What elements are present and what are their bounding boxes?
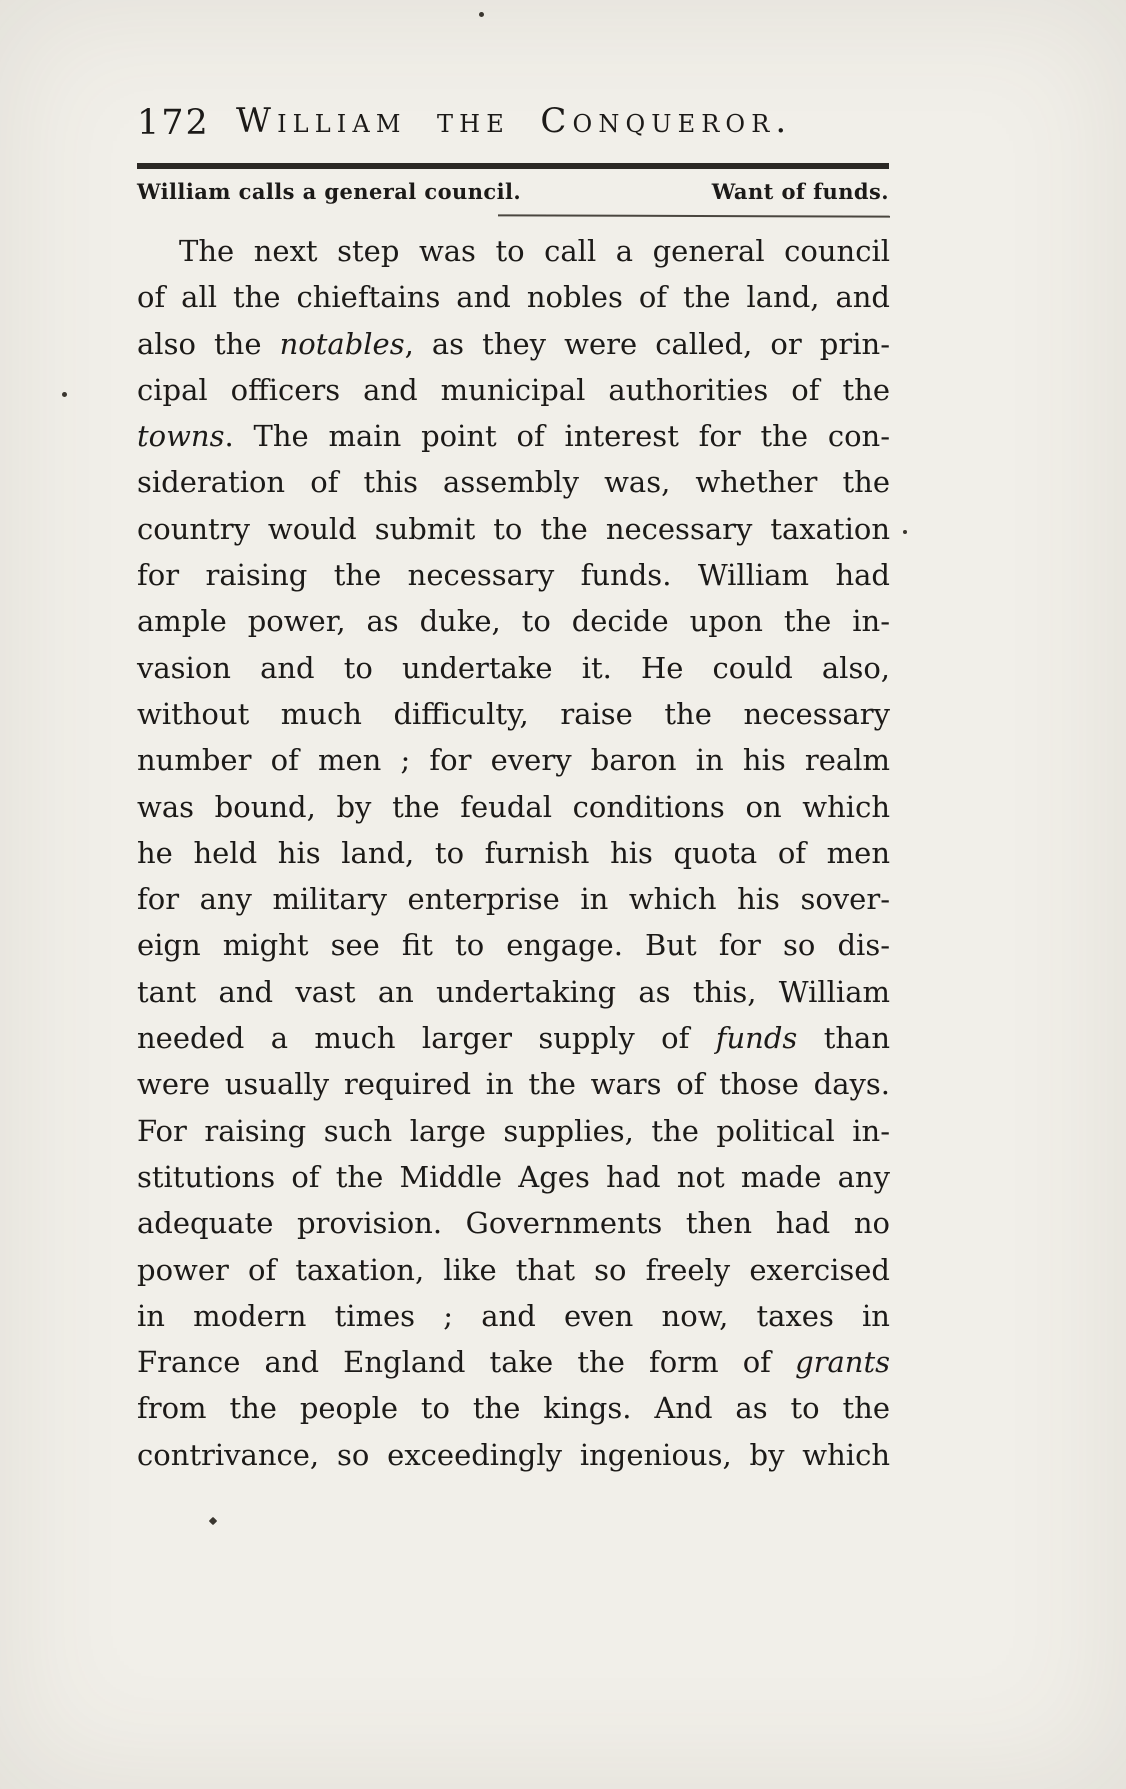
scan-artifact (479, 12, 484, 17)
scan-artifact (903, 530, 907, 534)
text-line: he held his land, to furnish his quota of men (137, 835, 890, 870)
double-rule (137, 163, 889, 169)
page-title: William the Conqueror. (236, 101, 793, 141)
text-line: without much difficulty, raise the necessary (137, 696, 890, 731)
page-number: 172 (137, 103, 210, 143)
text-line: from the people to the kings. And as to the (137, 1391, 890, 1426)
text-line: ample power, as duke, to decide upon the in- (137, 604, 890, 639)
running-head-right: Want of funds. (711, 179, 889, 204)
running-head-rule (498, 214, 890, 217)
text-line: also the notables, as they were called, or prin- (137, 326, 890, 361)
text-line: needed a much larger supply of funds than (137, 1021, 890, 1056)
scan-artifact (209, 1517, 217, 1525)
running-head-left: William calls a general council. (137, 179, 522, 204)
running-heads (137, 179, 889, 204)
text-line: The next step was to call a general council (179, 234, 890, 268)
text-line: towns. The main point of interest for the con- (137, 419, 890, 454)
text-line: power of taxation, like that so freely exercised (137, 1252, 890, 1287)
text-line: stitutions of the Middle Ages had not made any (137, 1159, 890, 1194)
body-lines (137, 228, 890, 1478)
text-line: France and England take the form of grants (137, 1345, 890, 1380)
text-line: number of men ; for every baron in his realm (137, 743, 890, 778)
text-line: adequate provision. Governments then had no (137, 1206, 890, 1241)
text-line: of all the chieftains and nobles of the land, and (137, 280, 890, 315)
text-line: was bound, by the feudal conditions on which (137, 789, 890, 824)
text-line: contrivance, so exceedingly ingenious, by which (137, 1437, 890, 1472)
text-line: eign might see fit to engage. But for so dis- (137, 928, 890, 963)
text-line: in modern times ; and even now, taxes in (137, 1298, 890, 1333)
text-line: For raising such large supplies, the political in- (137, 1113, 890, 1148)
text-line: tant and vast an undertaking as this, William (137, 974, 890, 1009)
text-line: vasion and to undertake it. He could also, (137, 650, 890, 685)
scan-artifact (62, 392, 67, 397)
text-line: country would submit to the necessary taxation (137, 511, 890, 546)
text-line: for any military enterprise in which his sover- (137, 882, 890, 917)
text-line: sideration of this assembly was, whether the (137, 465, 890, 500)
text-line: for raising the necessary funds. William had (137, 558, 890, 593)
text-line: cipal officers and municipal authorities of the (137, 372, 890, 407)
text-line: were usually required in the wars of those days. (137, 1067, 890, 1102)
